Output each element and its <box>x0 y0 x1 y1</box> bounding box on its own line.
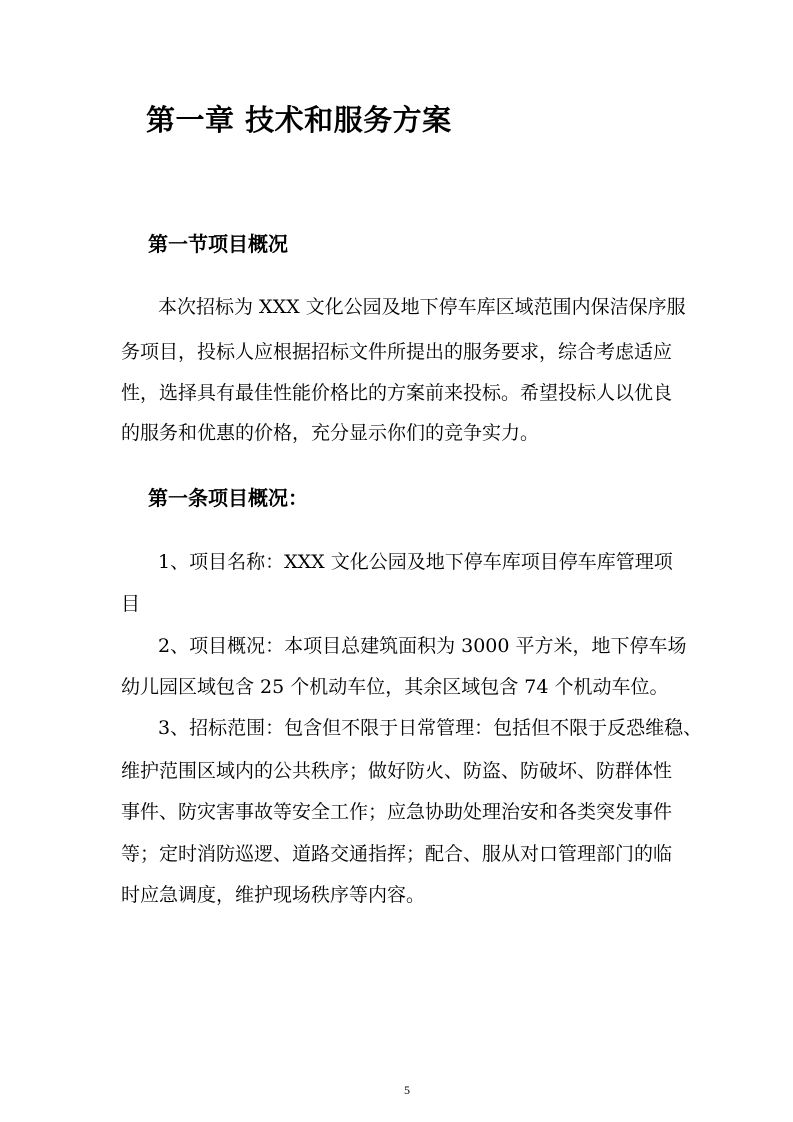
paragraph-line: 务项目，投标人应根据招标文件所提出的服务要求，综合考虑适应 <box>121 341 673 363</box>
list-item-line: 时应急调度，维护现场秩序等内容。 <box>121 884 426 906</box>
section-title: 第一节项目概况 <box>148 232 288 256</box>
list-item-line: 目 <box>121 593 141 615</box>
paragraph-line: 本次招标为 XXX 文化公园及地下停车库区域范围内保洁保序服 <box>158 296 686 318</box>
list-item-line: 事件、防灾害事故等安全工作；应急协助处理治安和各类突发事件 <box>121 801 673 823</box>
paragraph-line: 的服务和优惠的价格，充分显示你们的竞争实力。 <box>121 422 540 444</box>
list-item-line: 等；定时消防巡逻、道路交通指挥；配合、服从对口管理部门的临 <box>121 843 673 865</box>
list-item-line: 维护范围区域内的公共秩序；做好防火、防盗、防破坏、防群体性 <box>121 760 673 782</box>
list-item-line: 2、项目概况：本项目总建筑面积为 3000 平方米，地下停车场 <box>158 635 687 657</box>
page-number: 5 <box>404 1083 410 1097</box>
list-item-line: 1、项目名称：XXX 文化公园及地下停车库项目停车库管理项 <box>158 551 673 573</box>
chapter-title: 第一章 技术和服务方案 <box>146 103 452 137</box>
list-item-line: 幼儿园区域包含 25 个机动车位，其余区域包含 74 个机动车位。 <box>121 676 669 698</box>
list-item-line: 3、招标范围：包含但不限于日常管理：包括但不限于反恐维稳、 <box>158 717 703 739</box>
article-title: 第一条项目概况： <box>148 486 308 510</box>
paragraph-line: 性，选择具有最佳性能价格比的方案前来投标。希望投标人以优良 <box>121 382 673 404</box>
